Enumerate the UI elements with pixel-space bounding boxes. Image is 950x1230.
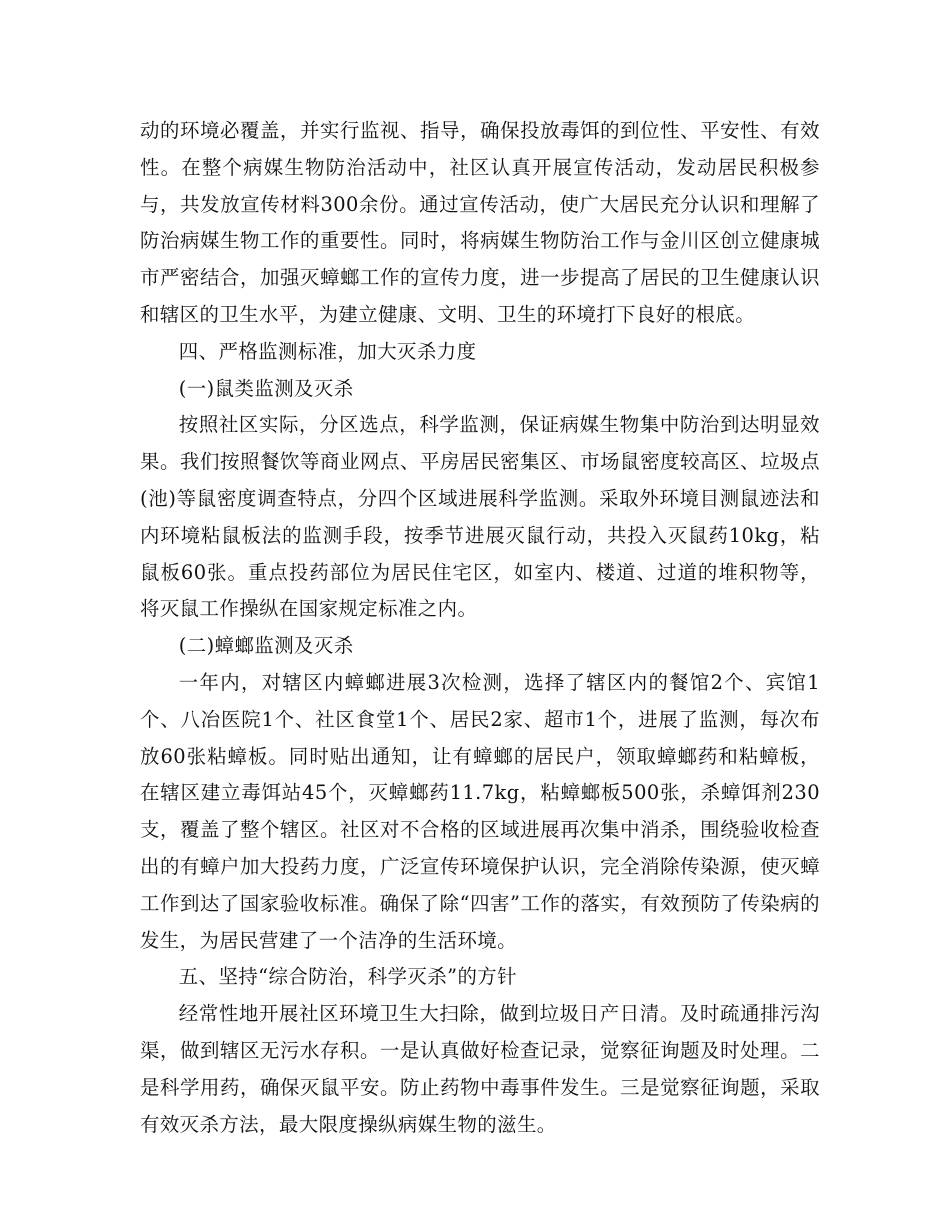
document-body bbox=[140, 113, 820, 1143]
section-heading: 四、严格监测标准，加大灭杀力度 bbox=[178, 339, 477, 363]
body-paragraph: 按照社区实际，分区选点，科学监测，保证病媒生物集中防治到达明显效果。我们按照餐饮等商业网点、平房居民密集区、市场鼠密度较高区、垃圾点(池)等鼠密度调查特点，分四个区域进展科学监测。采取外环境目测鼠迹法和内环境粘鼠板法的监测手段，按季节进展灭鼠行动，共投入灭鼠药10kg，粘鼠板60张。重点投药部位为居民住宅区，如室内、楼道、过道的堆积物等，将灭鼠工作操纵在国家规定标准之内。 bbox=[140, 413, 820, 621]
body-paragraph: 一年内，对辖区内蟑螂进展3次检测，选择了辖区内的餐馆2个、宾馆1个、八冶医院1个、社区食堂1个、居民2家、超市1个，进展了监测，每次布放60张粘蟑板。同时贴出通知，让有蟑螂的居民户，领取蟑螂药和粘蟑板，在辖区建立毒饵站45个，灭蟑螂药11.7kg，粘蟑螂板500张，杀蟑饵剂230支，覆盖了整个辖区。社区对不合格的区域进展再次集中消杀，围绕验收检查出的有蟑户加大投药力度，广泛宣传环境保护认识，完全消除传染源，使灭蟑工作到达了国家验收标准。确保了除“四害”工作的落实，有效预防了传染病的发生，为居民营建了一个洁净的生活环境。 bbox=[140, 670, 820, 952]
body-paragraph: 经常性地开展社区环境卫生大扫除，做到垃圾日产日清。及时疏通排污沟渠，做到辖区无污水存积。一是认真做好检查记录，觉察征询题及时处理。二是科学用药，确保灭鼠平安。防止药物中毒事件发生。三是觉察征询题，采取有效灭杀方法，最大限度操纵病媒生物的滋生。 bbox=[140, 1002, 820, 1136]
subsection-heading: (一)鼠类监测及灭杀 bbox=[178, 376, 354, 400]
subsection-heading: (二)蟑螂监测及灭杀 bbox=[178, 634, 354, 658]
body-paragraph: 动的环境必覆盖，并实行监视、指导，确保投放毒饵的到位性、平安性、有效性。在整个病媒生物防治活动中，社区认真开展宣传活动，发动居民积极参与，共发放宣传材料300余份。通过宣传活动，使广大居民充分认识和理解了防治病媒生物工作的重要性。同时，将病媒生物防治工作与金川区创立健康城市严密结合，加强灭蟑螂工作的宣传力度，进一步提高了居民的卫生健康认识和辖区的卫生水平，为建立健康、文明、卫生的环境打下良好的根底。 bbox=[140, 119, 820, 326]
section-heading: 五、坚持“综合防治，科学灭杀”的方针 bbox=[178, 965, 517, 989]
